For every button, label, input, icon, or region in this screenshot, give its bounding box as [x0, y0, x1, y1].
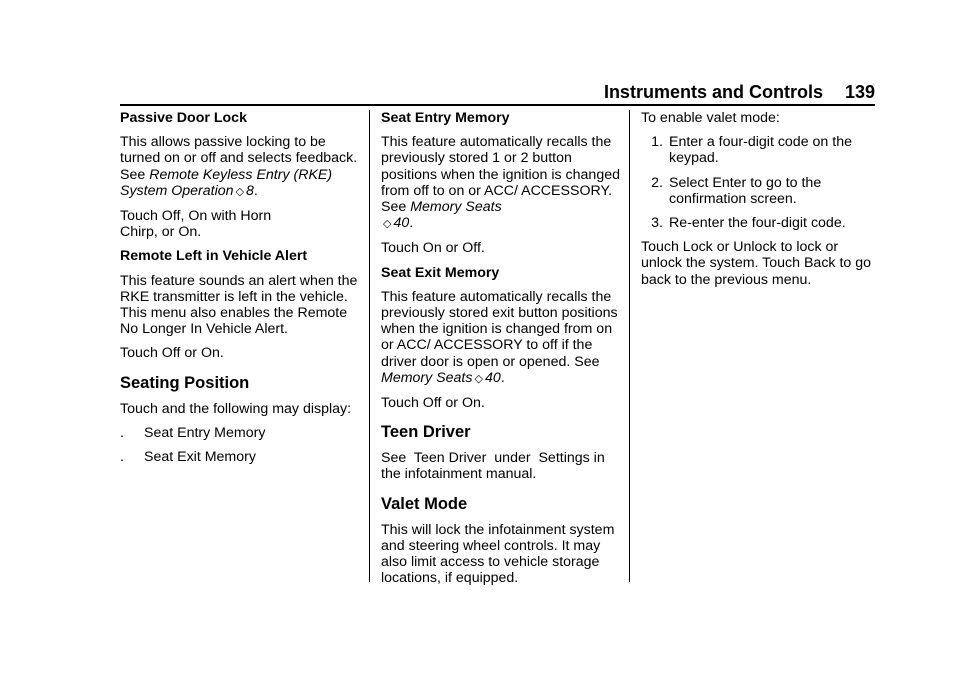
list-item — [641, 175, 881, 207]
step-text: Select Enter to go to the confirmation screen. — [669, 174, 822, 207]
column-divider — [369, 110, 370, 582]
list-item — [641, 215, 881, 231]
column-divider — [629, 110, 630, 582]
bullet-marker: . — [120, 424, 124, 441]
section-title: Instruments and Controls — [603, 82, 823, 102]
page-reference-arrow-icon: ◇ — [235, 185, 245, 198]
step-number: 2. — [651, 174, 663, 191]
header-rule — [120, 104, 875, 106]
page-number: 139 — [844, 82, 875, 102]
seat-entry-memory-title: Seat Entry Memory — [381, 110, 510, 126]
header-text — [604, 82, 875, 103]
bullet-text: Seat Exit Memory — [144, 449, 256, 466]
remote-alert-body: This feature sounds an alert when the RKE transmitter is left in the vehicle. This menu also enables the Remote No Longer In Vehicle Alert. — [120, 272, 358, 338]
rke-reference-link[interactable]: Remote Keyless Entry (RKE) System Operation — [120, 166, 333, 199]
page-reference-arrow-icon: ◇ — [383, 218, 392, 231]
column-2 — [381, 110, 621, 594]
seating-position-body: Touch and the following may display: — [120, 400, 352, 417]
teen-driver-heading: Teen Driver — [381, 423, 471, 442]
seat-exit-memory-options: Touch Off or On. — [381, 395, 485, 412]
step-number: 3. — [651, 215, 663, 232]
list-item — [641, 134, 881, 166]
seat-exit-memory-title: Seat Exit Memory — [381, 264, 500, 281]
teen-driver-body: See Teen Driver under Settings in the infotainment manual. — [381, 450, 609, 483]
passive-body-text: This allows passive locking to be turned on or off and selects feedback. See — [120, 134, 358, 183]
column-3 — [641, 110, 881, 296]
step-text: Enter a four-digit code on the keypad. — [669, 134, 852, 167]
bullet-marker: . — [120, 449, 124, 466]
seat-entry-memory-options: Touch On or Off. — [381, 240, 485, 257]
valet-mode-heading: Valet Mode — [381, 494, 468, 513]
seat-exit-memory-body: This feature automatically recalls the previously stored exit button positions when the ignition is changed from on or ACC/ ACCESSORY to off if the driver door is open or opened. See Memory Seats ◇ 40. — [381, 288, 618, 386]
passive-door-lock-body: This allows passive locking to be turned on or off and selects feedback. See Remote Keyless Entry (RKE) System Operation ◇ 8. — [120, 134, 358, 199]
list-item — [120, 449, 358, 465]
rke-reference-page[interactable]: 8 — [246, 182, 254, 199]
remote-alert-options: Touch Off or On. — [120, 345, 224, 362]
passive-door-lock-options — [120, 208, 358, 240]
memory-seats-reference-page[interactable]: 40 — [484, 369, 501, 386]
seat-entry-memory-body: This feature automatically recalls the previously stored 1 or 2 button positions when the ignition is changed from off to on or ACC/ ACCESSORY. See Memory Seats ◇ 40. — [381, 134, 620, 232]
passive-door-lock-title: Passive Door Lock — [120, 110, 247, 126]
valet-outro: Touch Lock or Unlock to lock or unlock the system. Touch Back to go back to the previous menu. — [641, 239, 872, 288]
page-reference-arrow-icon: ◇ — [474, 372, 483, 385]
passive-options-line-2: Chirp, or On. — [120, 224, 202, 241]
entry-body-text: This feature automatically recalls the previously stored 1 or 2 button positions when the ignition is changed from off to on or ACC/ ACCESSORY. See — [381, 134, 620, 216]
step-text: Re-enter the four-digit code. — [669, 215, 846, 232]
exit-body-text: This feature automatically recalls the previously stored exit button positions when the ignition is changed from on or ACC/ ACCESSORY to off if the driver door is open or opened. See — [381, 288, 618, 370]
bullet-text: Seat Entry Memory — [144, 424, 266, 441]
list-item — [120, 425, 358, 441]
column-1 — [120, 110, 358, 473]
page-header — [120, 80, 875, 106]
valet-mode-body: This will lock the infotainment system and steering wheel controls. It may also limit access to vehicle storage locations, if equipped. — [381, 521, 615, 587]
memory-seats-reference-link[interactable]: Memory Seats — [410, 199, 502, 216]
memory-seats-reference-page[interactable]: 40 — [393, 215, 410, 232]
valet-intro: To enable valet mode: — [641, 110, 780, 126]
memory-seats-reference-link[interactable]: Memory Seats — [381, 369, 473, 386]
passive-options-line-1: Touch Off, On with Horn — [120, 208, 272, 225]
step-number: 1. — [651, 134, 663, 151]
seating-position-heading: Seating Position — [120, 373, 250, 392]
remote-alert-title: Remote Left in Vehicle Alert — [120, 248, 308, 265]
